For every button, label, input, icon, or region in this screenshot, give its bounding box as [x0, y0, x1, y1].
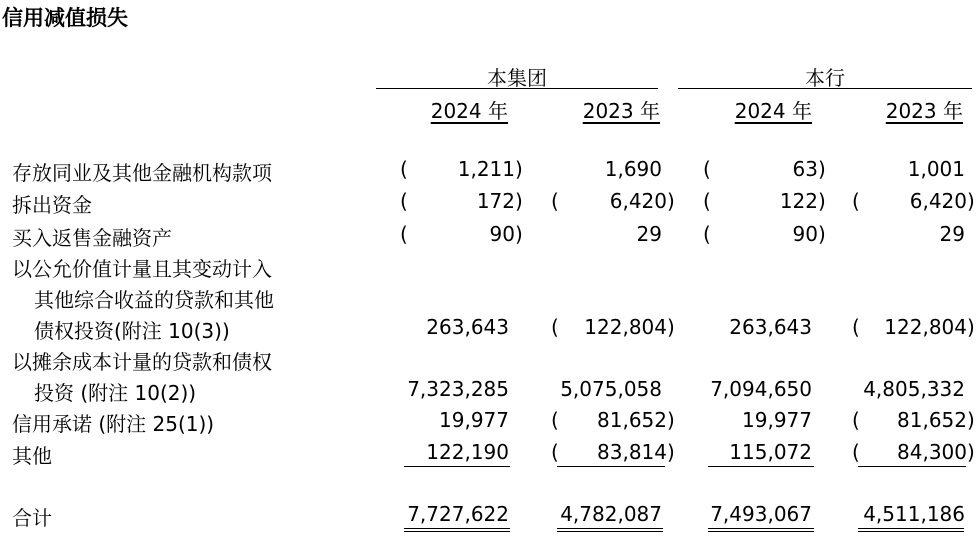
close-paren: )	[515, 189, 523, 213]
cell-bank-2024: 63	[792, 157, 818, 181]
open-paren: (	[703, 157, 711, 181]
open-paren: (	[400, 222, 408, 246]
close-paren: )	[667, 408, 675, 432]
cell-group-2024: 19,977	[439, 408, 509, 432]
cell-bank-2024: 7,094,650	[710, 377, 812, 401]
cell-group-2024: 122,190	[426, 440, 509, 464]
open-paren: (	[852, 440, 860, 464]
subtotal-rule	[858, 466, 966, 467]
row-label-continued: 债权投资(附注 10(3))	[34, 319, 230, 343]
header-group-2024: 2024 年	[430, 99, 508, 123]
row-label: 以摊余成本计量的贷款和债权	[12, 350, 272, 374]
cell-bank-2023: 6,420	[909, 189, 967, 213]
total-double-rule	[557, 528, 663, 532]
total-bank-2023: 4,511,186	[863, 502, 965, 526]
cell-group-2023: 81,652	[597, 408, 667, 432]
subtotal-rule	[557, 466, 665, 467]
cell-group-2024: 263,643	[426, 315, 509, 339]
close-paren: )	[967, 189, 975, 213]
close-paren: )	[967, 315, 975, 339]
subtotal-rule	[708, 466, 814, 467]
close-paren: )	[818, 157, 826, 181]
open-paren: (	[703, 222, 711, 246]
cell-bank-2024: 90	[792, 222, 818, 246]
row-label: 买入返售金融资产	[12, 226, 172, 250]
cell-bank-2023: 29	[939, 222, 965, 246]
open-paren: (	[551, 315, 559, 339]
total-double-rule	[404, 528, 510, 532]
cell-group-2024: 90	[489, 222, 515, 246]
cell-bank-2023: 4,805,332	[863, 377, 965, 401]
total-double-rule	[858, 528, 964, 532]
open-paren: (	[551, 189, 559, 213]
close-paren: )	[667, 189, 675, 213]
open-paren: (	[852, 315, 860, 339]
close-paren: )	[515, 157, 523, 181]
cell-group-2023: 5,075,058	[560, 377, 662, 401]
cell-group-2023: 122,804	[584, 315, 667, 339]
open-paren: (	[703, 189, 711, 213]
row-label: 存放同业及其他金融机构款项	[12, 161, 272, 185]
close-paren: )	[667, 440, 675, 464]
open-paren: (	[551, 408, 559, 432]
total-group-2024: 7,727,622	[407, 502, 509, 526]
section-title: 信用减值损失	[2, 6, 128, 30]
open-paren: (	[852, 408, 860, 432]
close-paren: )	[818, 222, 826, 246]
close-paren: )	[967, 408, 975, 432]
cell-bank-2023: 81,652	[897, 408, 967, 432]
cell-group-2024: 172	[476, 189, 515, 213]
cell-group-2023: 6,420	[609, 189, 667, 213]
close-paren: )	[818, 189, 826, 213]
total-group-2023: 4,782,087	[560, 502, 662, 526]
open-paren: (	[400, 157, 408, 181]
cell-group-2023: 1,690	[604, 157, 662, 181]
open-paren: (	[551, 440, 559, 464]
cell-bank-2023: 122,804	[884, 315, 967, 339]
header-bank-2023: 2023 年	[885, 99, 963, 123]
total-bank-2024: 7,493,067	[710, 502, 812, 526]
header-group-rule	[376, 88, 658, 89]
header-bank: 本行	[805, 66, 845, 90]
close-paren: )	[515, 222, 523, 246]
open-paren: (	[400, 189, 408, 213]
row-label: 其他	[12, 444, 52, 468]
row-label-continued: 投资 (附注 10(2))	[34, 381, 197, 405]
cell-group-2024: 7,323,285	[407, 377, 509, 401]
cell-bank-2024: 115,072	[729, 440, 812, 464]
row-label: 拆出资金	[12, 193, 92, 217]
cell-bank-2023: 1,001	[907, 157, 965, 181]
cell-bank-2024: 19,977	[742, 408, 812, 432]
row-label-continued: 其他综合收益的贷款和其他	[34, 288, 274, 312]
header-bank-rule	[678, 88, 972, 89]
header-group-2023: 2023 年	[582, 99, 660, 123]
cell-group-2023: 83,814	[597, 440, 667, 464]
open-paren: (	[852, 189, 860, 213]
header-group: 本集团	[487, 66, 547, 90]
cell-bank-2024: 263,643	[729, 315, 812, 339]
header-bank-2024: 2024 年	[734, 99, 812, 123]
row-label: 以公允价值计量且其变动计入	[12, 257, 272, 281]
close-paren: )	[967, 440, 975, 464]
cell-bank-2024: 122	[779, 189, 818, 213]
cell-bank-2023: 84,300	[897, 440, 967, 464]
total-label: 合计	[12, 506, 52, 530]
subtotal-rule	[404, 466, 510, 467]
close-paren: )	[667, 315, 675, 339]
total-double-rule	[708, 528, 814, 532]
cell-group-2023: 29	[636, 222, 662, 246]
row-label: 信用承诺 (附注 25(1))	[12, 412, 215, 436]
cell-group-2024: 1,211	[457, 157, 515, 181]
